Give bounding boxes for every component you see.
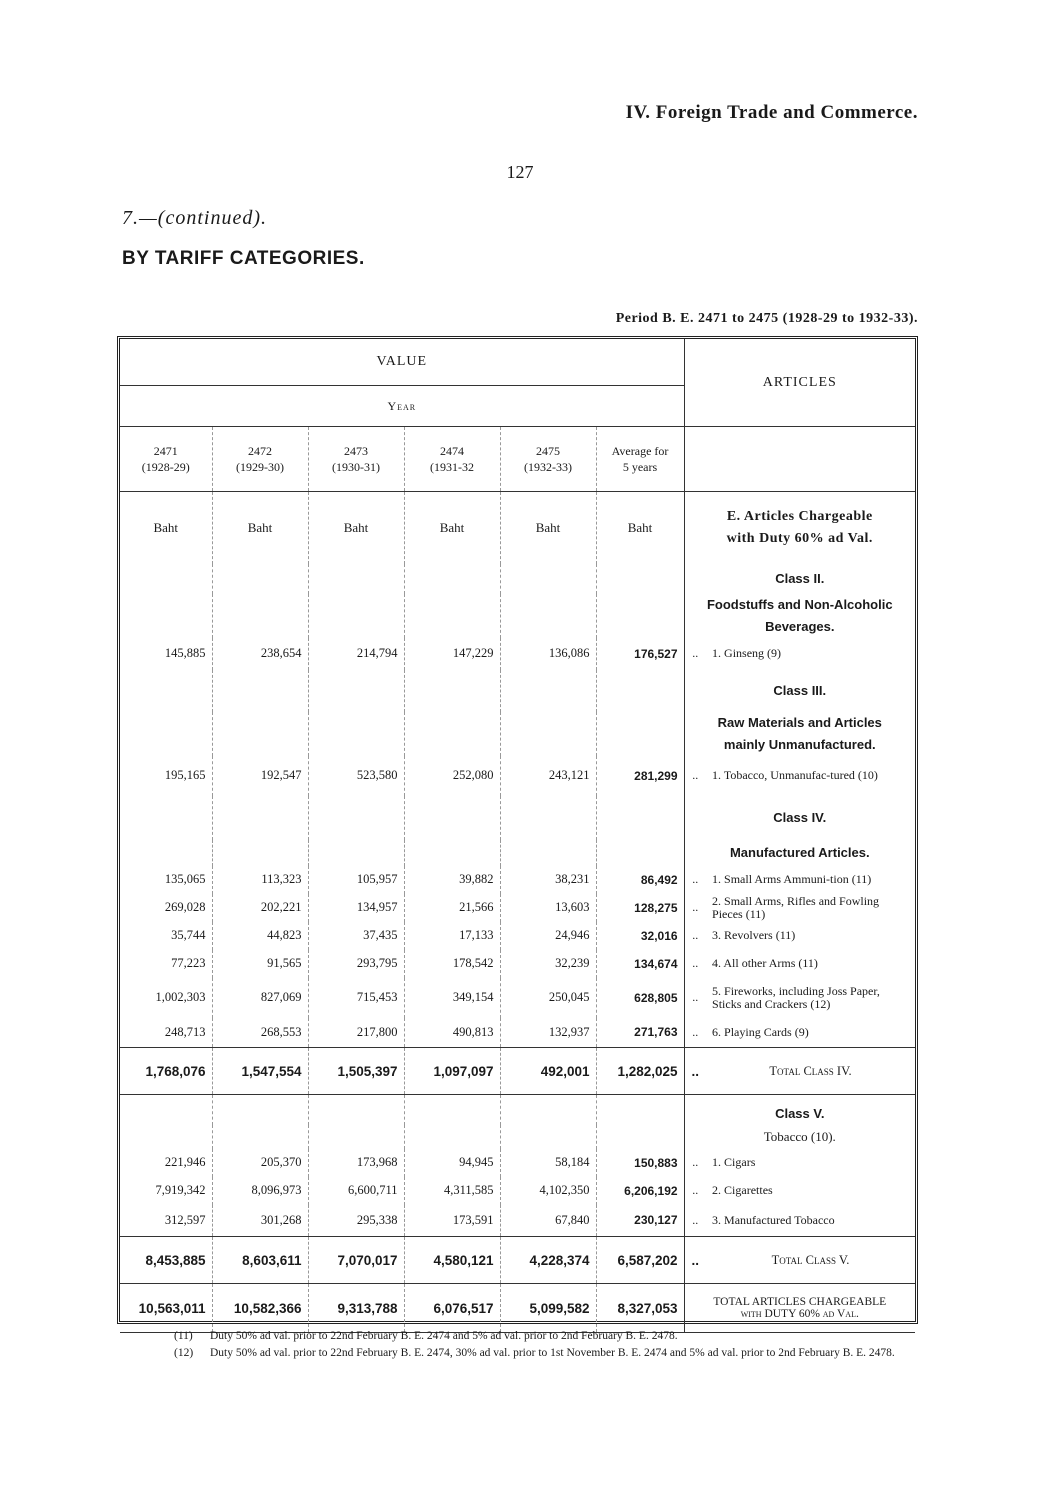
year-col-header: 2474 (1931-32 bbox=[404, 427, 500, 492]
page-number: 127 bbox=[506, 162, 534, 182]
table-row: 7,919,342 8,096,973 6,600,711 4,311,585 4,102,350 6,206,192 .. 2. Cigarettes bbox=[120, 1177, 915, 1205]
section-title: BY TARIFF CATEGORIES. bbox=[122, 248, 365, 269]
value-header: VALUE bbox=[120, 339, 684, 386]
class-label: Class II. bbox=[775, 570, 825, 586]
table-row: 35,744 44,823 37,435 17,133 24,946 32,016 .. 3. Revolvers (11) bbox=[120, 922, 915, 950]
table-row: 1,002,303 827,069 715,453 349,154 250,045 628,805 .. 5. Fireworks, including Joss Paper, Sticks and Crackers (12) bbox=[120, 978, 915, 1018]
class-title: Foodstuffs and Non-Alcoholic Beverages. bbox=[706, 596, 893, 634]
table-row: 145,885 238,654 214,794 147,229 136,086 176,527 .. 1. Ginseng (9) bbox=[120, 638, 915, 670]
class-title: Tobacco (10). bbox=[763, 1128, 836, 1144]
year-col-header: 2475 (1932-33) bbox=[500, 427, 596, 492]
table-row: 248,713 268,553 217,800 490,813 132,937 271,763 .. 6. Playing Cards (9) bbox=[120, 1018, 915, 1048]
year-col-header: 2473 (1930-31) bbox=[308, 427, 404, 492]
category-title: E. Articles Chargeable with Duty 60% ad Val. bbox=[726, 508, 873, 546]
table-row: 221,946 205,370 173,968 94,945 58,184 150,883 .. 1. Cigars bbox=[120, 1149, 915, 1177]
year-col-header: 2471 (1928-29) bbox=[120, 427, 212, 492]
grand-total-row: 10,563,011 10,582,366 9,313,788 6,076,517 5,099,582 8,327,053 TOTAL ARTICLES CHARGEABLE with DUTY 60% ad Val. bbox=[120, 1284, 915, 1333]
total-row: 1,768,076 1,547,554 1,505,397 1,097,097 492,001 1,282,025 .. Total Class IV. bbox=[120, 1048, 915, 1095]
tariff-table bbox=[120, 339, 915, 1333]
footnote: (12) Duty 50% ad val. prior to 22nd February B. E. 2474, 30% ad val. prior to 1st November B. E. 2474 and 5% ad val. prior to 2nd February B. E. 2478. bbox=[174, 1347, 895, 1359]
year-header: Year bbox=[120, 386, 684, 427]
table-row: 195,165 192,547 523,580 252,080 243,121 281,299 .. 1. Tobacco, Unmanufac-tured (10) bbox=[120, 756, 915, 796]
class-title: Raw Materials and Articles mainly Unmanufactured. bbox=[717, 714, 882, 752]
class-title: Manufactured Articles. bbox=[729, 844, 870, 860]
table-row: 269,028 202,221 134,957 21,566 13,603 128,275 .. 2. Small Arms, Rifles and Fowling Pieces (11) bbox=[120, 894, 915, 922]
section-number: 7.— bbox=[122, 207, 158, 229]
class-label: Class V. bbox=[775, 1105, 825, 1121]
table-row: 77,223 91,565 293,795 178,542 32,239 134,674 .. 4. All other Arms (11) bbox=[120, 950, 915, 978]
average-col-header: Average for 5 years bbox=[596, 427, 684, 492]
articles-header: ARTICLES bbox=[684, 339, 915, 427]
class-label: Class IV. bbox=[773, 809, 827, 825]
total-row: 8,453,885 8,603,611 7,070,017 4,580,121 4,228,374 6,587,202 .. Total Class V. bbox=[120, 1237, 915, 1284]
unit-row: Baht Baht Baht Baht Baht Baht E. Articles Chargeable with Duty 60% ad Val. bbox=[120, 492, 915, 564]
year-col-header: 2472 (1929-30) bbox=[212, 427, 308, 492]
section-heading bbox=[122, 207, 267, 230]
footnotes bbox=[174, 1330, 934, 1364]
table-row: 135,065 113,323 105,957 39,882 38,231 86,492 .. 1. Small Arms Ammuni-tion (11) bbox=[120, 866, 915, 894]
period-label: Period B. E. 2471 to 2475 (1928-29 to 1932-33). bbox=[615, 311, 918, 326]
footnote: (11) Duty 50% ad val. prior to 22nd February B. E. 2474 and 5% ad val. prior to 2nd February B. E. 2478. bbox=[174, 1330, 678, 1342]
table-row: 312,597 301,268 295,338 173,591 67,840 230,127 .. 3. Manufactured Tobacco bbox=[120, 1205, 915, 1237]
section-continued: (continued). bbox=[157, 207, 267, 229]
tariff-table-frame bbox=[117, 336, 918, 1324]
running-head: IV. Foreign Trade and Commerce. bbox=[625, 102, 918, 123]
class-label: Class III. bbox=[773, 682, 827, 698]
